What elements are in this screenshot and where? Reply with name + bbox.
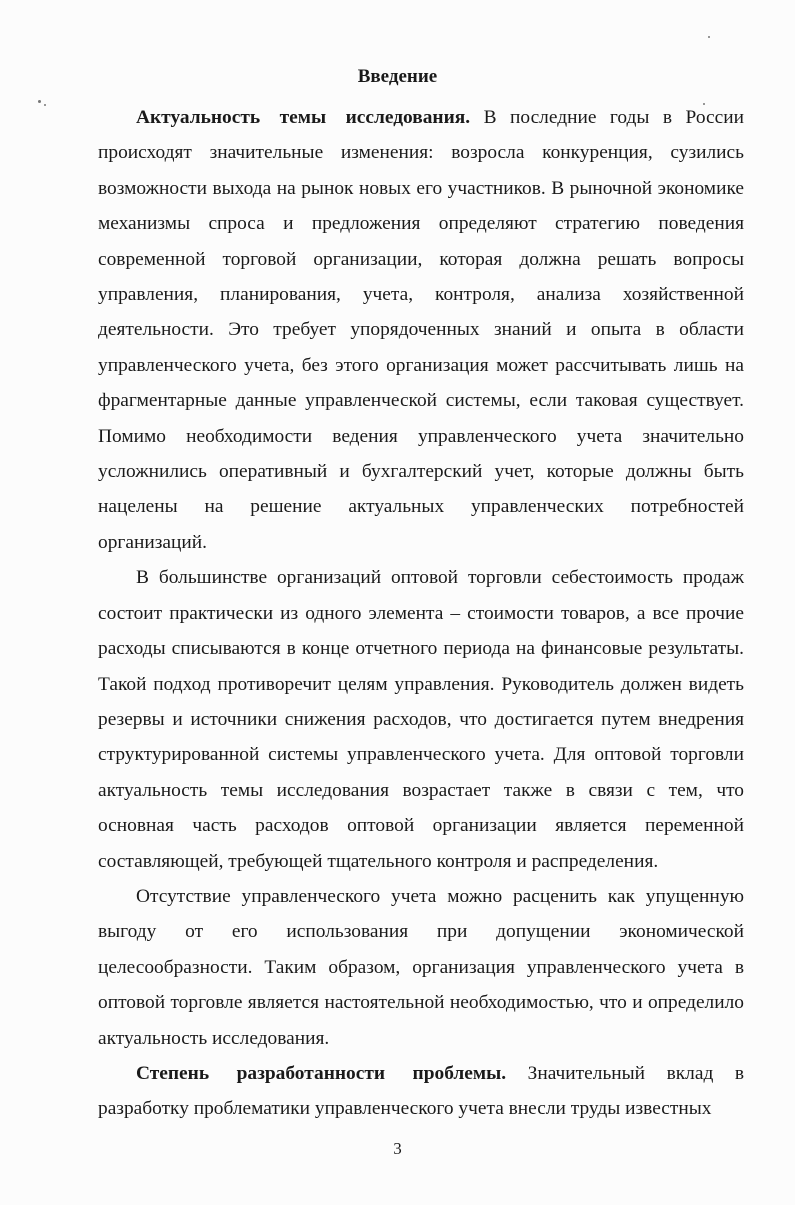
paragraph-text: В последние годы в России происходят значительные изменения: возросла конкуренция, сузились возможности выхода на рынок новых его участников. В рыночной экономике механизмы спроса и предложения определяют стратегию поведения современной торговой организации, которая должна решать вопросы управления, планирования, учета, контроля, анализа хозяйственной деятельности. Это требует упорядоченных знаний и опыта в области управленческого учета, без этого организация может рассчитывать лишь на фрагментарные данные управленческой системы, если таковая существует. Помимо необходимости ведения управленческого учета значительно усложнились оперативный и бухгалтерский учет, которые должны быть нацелены на решение актуальных управленческих потребностей организаций. xyxy=(98,107,744,553)
paragraph-development-degree xyxy=(98,1056,744,1127)
scan-speck xyxy=(44,104,46,106)
paragraph-relevance xyxy=(98,100,744,560)
paragraph-lead: Актуальность темы исследования. xyxy=(136,107,471,128)
paragraph-lead: Степень разработанности проблемы. xyxy=(136,1062,507,1084)
body-text xyxy=(98,100,744,1127)
section-heading: Введение xyxy=(357,66,438,87)
paragraph-text: Значительный вклад в разработку проблематики управленческого учета внесли труды известных xyxy=(98,1062,744,1120)
page-number: 3 xyxy=(393,1139,402,1158)
scan-speck xyxy=(708,36,710,38)
scan-speck xyxy=(38,100,41,103)
paragraph-text: Отсутствие управленческого учета можно расценить как упущенную выгоду от его использования при допущении экономической целесообразности. Таким образом, организация управленческого учета в оптовой торговле является настоятельной необходимостью, что и определило актуальность исследования. xyxy=(98,885,744,1049)
paragraph-text: В большинстве организаций оптовой торговли себестоимость продаж состоит практически из одного элемента – стоимости товаров, а все прочие расходы списываются в конце отчетного периода на финансовые результаты. Такой подход противоречит целям управления. Руководитель должен видеть резервы и источники снижения расходов, что достигается путем внедрения структурированной системы управленческого учета. Для оптовой торговли актуальность темы исследования возрастает также в связи с тем, что основная часть расходов оптовой организации является переменной составляющей, требующей тщательного контроля и распределения. xyxy=(98,567,744,872)
paragraph-wholesale xyxy=(98,560,744,879)
paragraph-absence xyxy=(98,879,744,1056)
